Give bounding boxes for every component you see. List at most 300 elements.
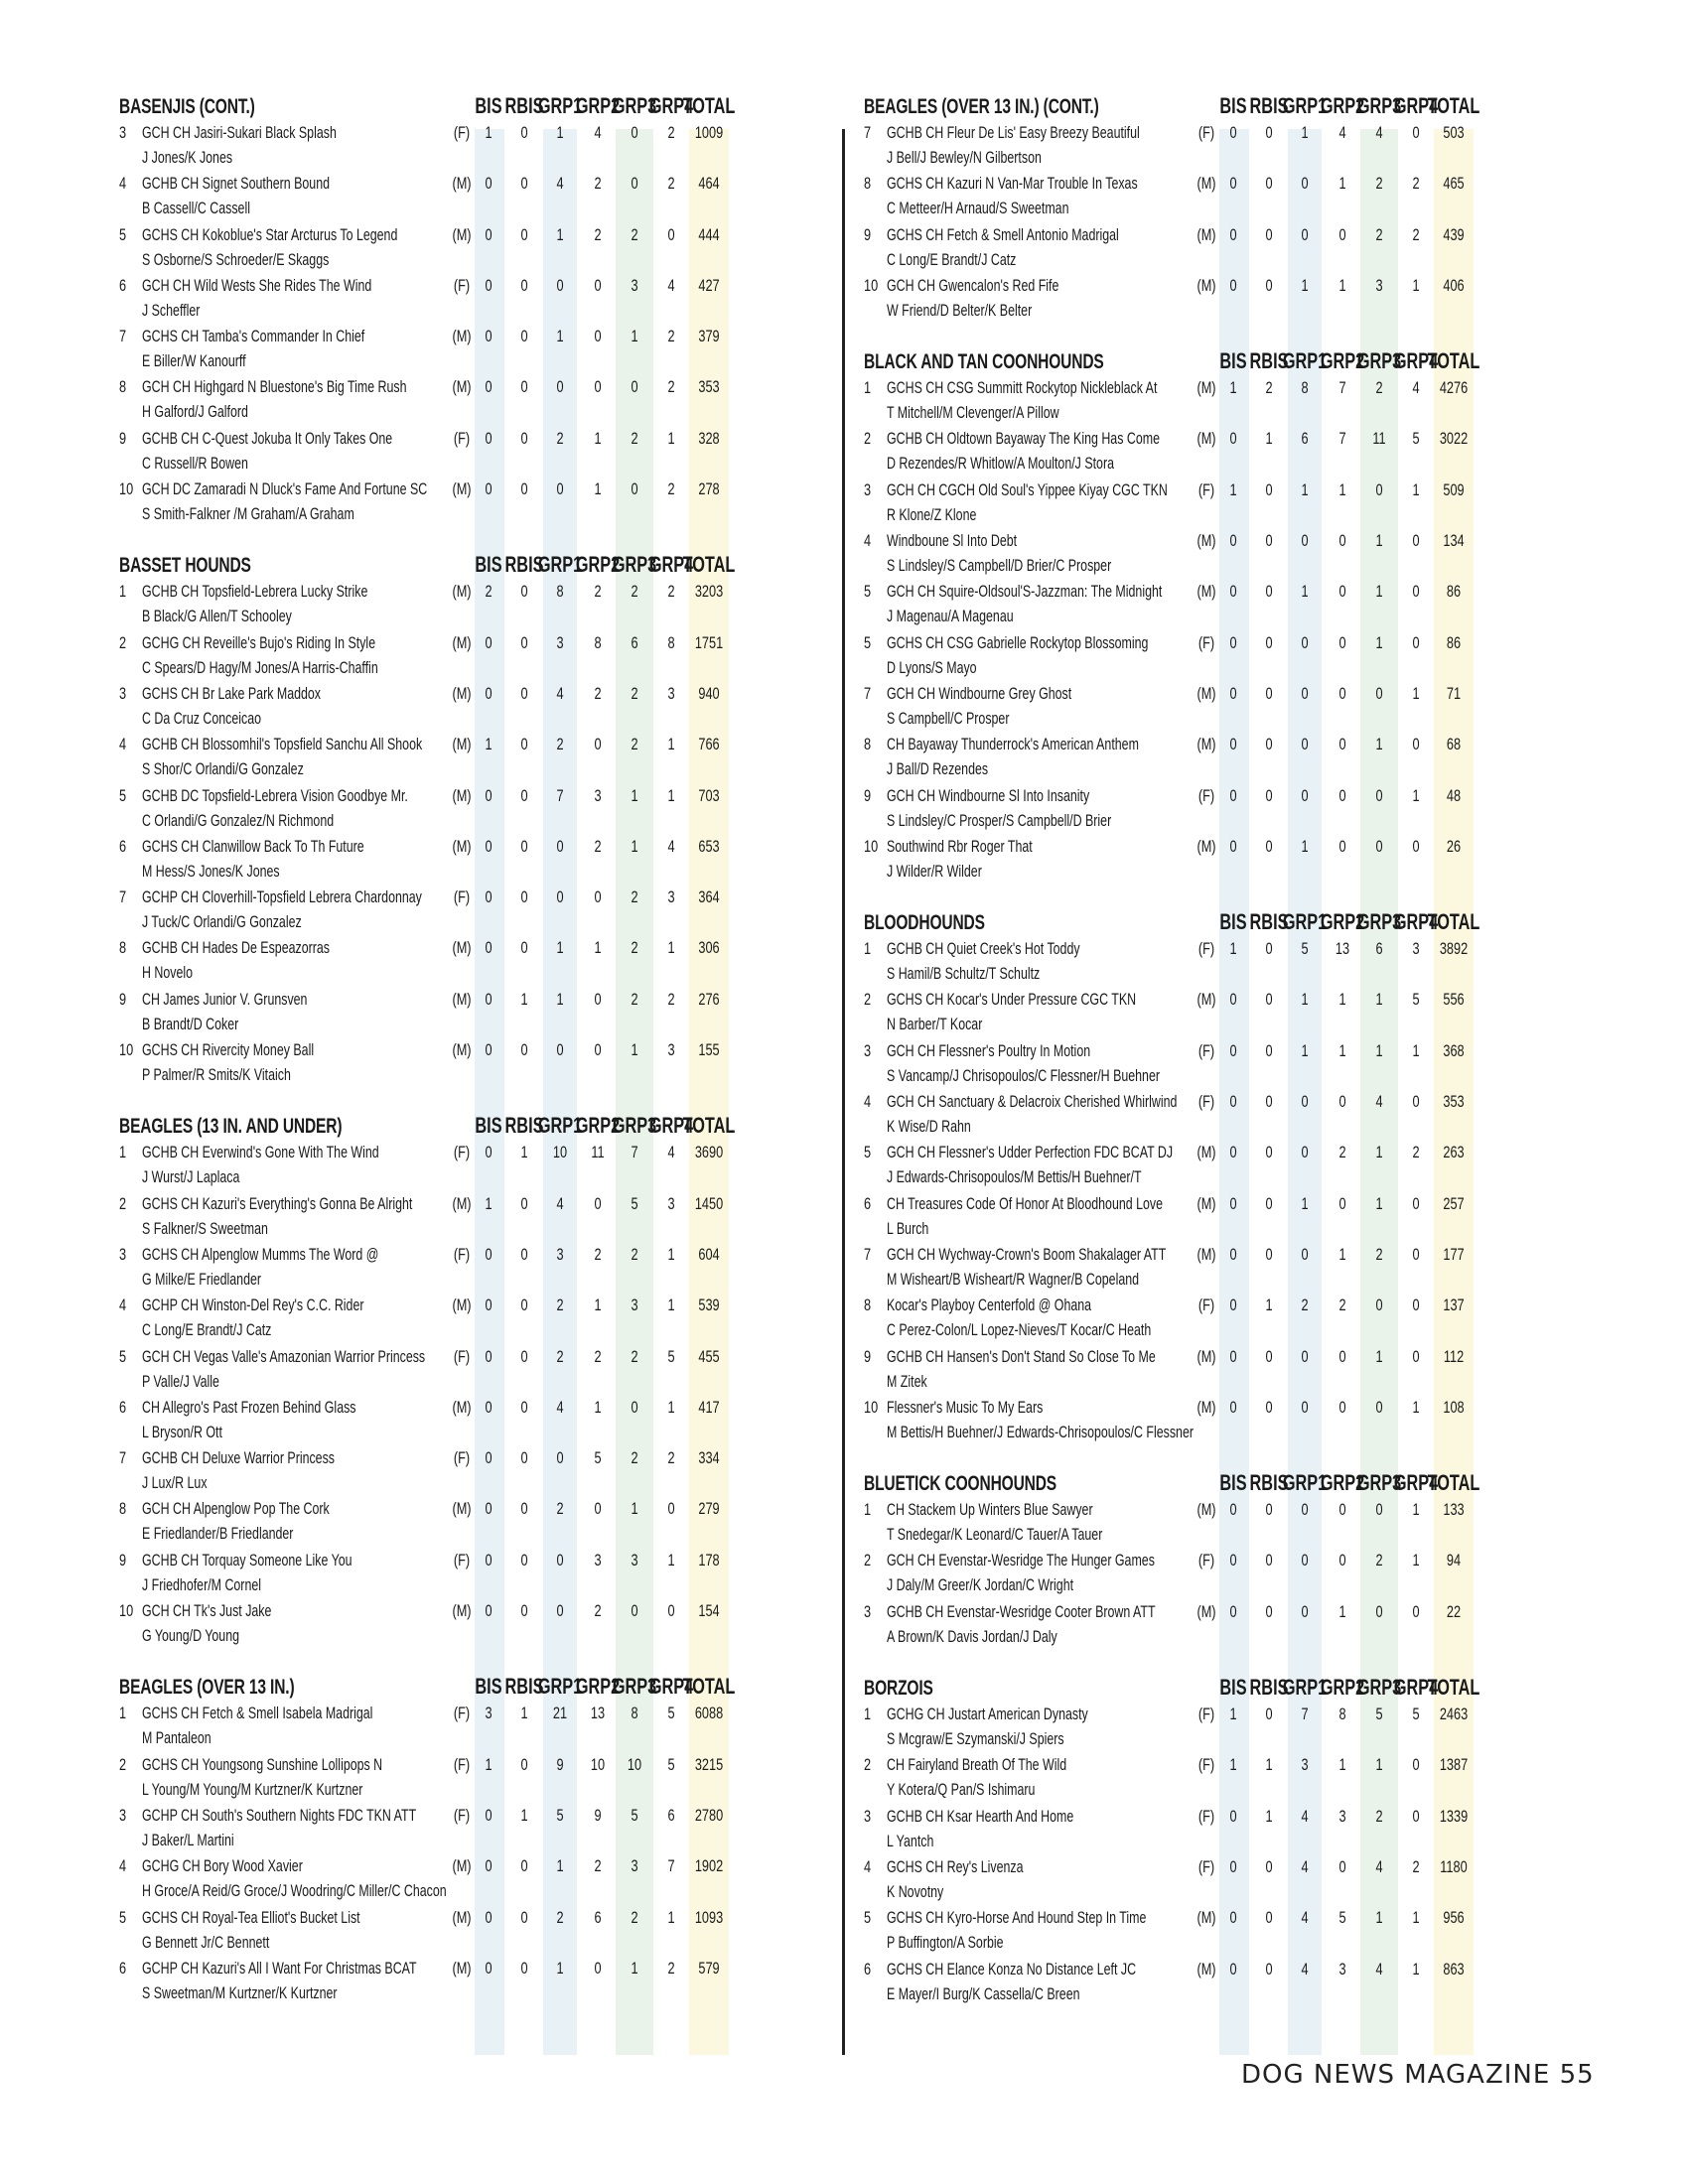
stat-grp1: 7 (556, 785, 564, 805)
stat-bis: 0 (1229, 1346, 1237, 1366)
sex: (M) (1196, 990, 1216, 1010)
stat-total: 1093 (694, 1907, 724, 1927)
sex: (F) (1197, 1296, 1215, 1315)
sex: (M) (452, 377, 472, 397)
stat-grp3: 5 (631, 1805, 638, 1825)
stat-total: 464 (698, 174, 720, 194)
stat-grp2: 7 (1338, 429, 1346, 449)
dog-name: GCH DC Zamaradi N Dluck's Fame And Fortune SC (142, 479, 428, 499)
stat-rbis: 0 (520, 224, 528, 244)
dog-name: GCHG CH Bory Wood Xavier (142, 1856, 303, 1876)
handlers: E Biller/W Kanourff (142, 351, 246, 371)
sex: (F) (1197, 123, 1215, 142)
column-header-grp1: GRP1 (537, 93, 583, 118)
dog-name: Southwind Rbr Roger That (887, 836, 1033, 856)
rank-number: 3 (119, 683, 127, 703)
stat-grp3: 7 (631, 1143, 638, 1162)
stat-rbis: 0 (1265, 683, 1273, 703)
stat-grp4: 0 (667, 224, 675, 244)
handlers: W Friend/D Belter/K Belter (887, 300, 1033, 320)
stat-grp4: 2 (1412, 1143, 1420, 1162)
stat-grp4: 2 (667, 1958, 675, 1978)
stat-rbis: 0 (520, 582, 528, 602)
column-header-grp1: GRP1 (1282, 348, 1328, 374)
dog-name: GCH CH Flessner's Udder Perfection FDC BCAT DJ (887, 1143, 1174, 1162)
breed-title: BASSET HOUNDS (119, 554, 251, 578)
column-header-rbis: RBIS (504, 1113, 544, 1139)
stat-grp1: 4 (1301, 1908, 1309, 1928)
stat-rbis: 1 (1265, 429, 1273, 449)
section-header (864, 1671, 1559, 1703)
sex: (F) (1197, 1040, 1215, 1060)
stat-grp1: 21 (552, 1704, 568, 1723)
column-header-rbis: RBIS (504, 552, 544, 578)
column-header-bis: BIS (475, 1674, 502, 1700)
stat-grp2: 0 (594, 1958, 602, 1978)
rank-number: 6 (119, 275, 127, 295)
sex: (M) (1196, 1397, 1216, 1417)
stat-grp3: 1 (631, 836, 638, 856)
ranking-entry (864, 1396, 1559, 1446)
sex: (M) (1196, 531, 1216, 551)
stat-bis: 0 (485, 479, 492, 499)
stat-grp2: 6 (594, 1907, 602, 1927)
stat-bis: 0 (485, 1907, 492, 1927)
stat-grp1: 1 (1301, 836, 1309, 856)
stat-bis: 1 (1229, 479, 1237, 499)
stat-total: 444 (698, 224, 720, 244)
stat-bis: 0 (1229, 1296, 1237, 1315)
column-header-grp2: GRP2 (1320, 1675, 1365, 1701)
stat-bis: 1 (485, 735, 492, 754)
stat-rbis: 2 (1265, 378, 1273, 398)
sex: (M) (452, 735, 472, 754)
stat-rbis: 0 (1265, 531, 1273, 551)
handlers: K Novotny (887, 1881, 944, 1901)
stat-grp2: 2 (594, 224, 602, 244)
ranking-entry (864, 172, 1559, 222)
stat-grp2: 2 (1338, 1296, 1346, 1315)
sex: (F) (1197, 1705, 1215, 1724)
rank-number: 3 (864, 1806, 872, 1826)
stat-grp2: 0 (1338, 735, 1346, 754)
stat-total: 48 (1446, 785, 1462, 805)
stat-grp3: 2 (1375, 1551, 1383, 1570)
stat-grp2: 10 (590, 1754, 606, 1774)
ranking-entry (864, 1192, 1559, 1243)
stat-grp1: 2 (556, 1499, 564, 1519)
stat-grp3: 2 (1375, 378, 1383, 398)
stat-rbis: 0 (1265, 1601, 1273, 1621)
column-header-total: TOTAL (682, 552, 736, 578)
handlers: J Daly/M Greer/K Jordan/C Wright (887, 1575, 1074, 1595)
stat-grp3: 6 (631, 632, 638, 652)
sex: (M) (1196, 275, 1216, 295)
column-header-rbis: RBIS (504, 93, 544, 118)
stat-rbis: 0 (1265, 1346, 1273, 1366)
stat-grp1: 0 (556, 275, 564, 295)
stat-grp3: 0 (1375, 836, 1383, 856)
stat-grp3: 2 (1375, 1244, 1383, 1264)
column-header-grp3: GRP3 (612, 1674, 657, 1700)
stat-total: 334 (698, 1448, 720, 1468)
stat-grp1: 0 (556, 887, 564, 907)
column-header-bis: BIS (475, 93, 502, 118)
breed-title: BASENJIS (CONT.) (119, 95, 255, 118)
dog-name: GCHB CH Torquay Someone Like You (142, 1550, 352, 1570)
stat-grp4: 1 (1412, 479, 1420, 499)
stat-total: 417 (698, 1397, 720, 1417)
sex: (F) (453, 1550, 471, 1570)
column-header-total: TOTAL (1427, 348, 1480, 374)
rank-number: 2 (864, 990, 872, 1010)
dog-name: GCH CH Jasiri-Sukari Black Splash (142, 123, 337, 142)
column-header-grp2: GRP2 (1320, 348, 1365, 374)
stat-bis: 0 (1229, 1397, 1237, 1417)
stat-total: 137 (1443, 1296, 1465, 1315)
dog-name: GCHS CH Rivercity Money Ball (142, 1040, 315, 1060)
handlers: T Snedegar/K Leonard/C Tauer/A Tauer (887, 1525, 1103, 1545)
handlers: S Hamil/B Schultz/T Schultz (887, 964, 1041, 984)
breed-title: BEAGLES (OVER 13 IN.) (119, 1676, 295, 1700)
stat-total: 154 (698, 1601, 720, 1621)
column-header-rbis: RBIS (1249, 1470, 1289, 1496)
column-header-grp4: GRP4 (648, 93, 694, 118)
ranking-entry (864, 1855, 1559, 1906)
stat-grp1: 4 (556, 1193, 564, 1213)
stat-rbis: 0 (1265, 174, 1273, 194)
ranking-entry (119, 1396, 814, 1446)
dog-name: CH Allegro's Past Frozen Behind Glass (142, 1397, 356, 1417)
dog-name: GCHS CH Tamba's Commander In Chief (142, 327, 365, 346)
stat-grp3: 2 (631, 1244, 638, 1264)
sex: (M) (1196, 174, 1216, 194)
stat-grp1: 1 (1301, 582, 1309, 602)
stat-grp2: 0 (1338, 683, 1346, 703)
handlers: J Lux/R Lux (142, 1473, 208, 1493)
stat-grp3: 1 (1375, 632, 1383, 652)
ranking-entry (119, 580, 814, 630)
stat-bis: 0 (1229, 632, 1237, 652)
stat-bis: 0 (1229, 1500, 1237, 1520)
stat-rbis: 0 (520, 938, 528, 958)
handlers: L Bryson/R Ott (142, 1422, 222, 1441)
stat-bis: 0 (1229, 1806, 1237, 1826)
stat-grp2: 0 (594, 1040, 602, 1060)
breed-title: BLUETICK COONHOUNDS (864, 1472, 1057, 1496)
dog-name: GCH CH CGCH Old Soul's Yippee Kiyay CGC TKN (887, 479, 1168, 499)
stat-total: 306 (698, 938, 720, 958)
sex: (F) (1197, 1092, 1215, 1112)
stat-rbis: 0 (1265, 1500, 1273, 1520)
stat-total: 22 (1446, 1601, 1462, 1621)
stat-grp4: 2 (667, 582, 675, 602)
stat-total: 1902 (694, 1856, 724, 1876)
stat-grp1: 8 (1301, 378, 1309, 398)
stat-rbis: 0 (520, 275, 528, 295)
stat-grp4: 1 (1412, 1040, 1420, 1060)
handlers: P Buffington/A Sorbie (887, 1933, 1004, 1953)
stat-grp3: 1 (631, 785, 638, 805)
handlers: M Zitek (887, 1371, 927, 1391)
handlers: D Rezendes/R Whitlow/A Moulton/J Stora (887, 454, 1114, 474)
ranking-entry (864, 1243, 1559, 1294)
stat-grp3: 1 (1375, 1040, 1383, 1060)
stat-grp1: 0 (1301, 683, 1309, 703)
stat-grp4: 4 (667, 1143, 675, 1162)
stat-bis: 0 (485, 836, 492, 856)
stat-rbis: 0 (1265, 479, 1273, 499)
rank-number: 10 (119, 1601, 134, 1621)
column-header-total: TOTAL (1427, 1675, 1480, 1701)
sex: (F) (1197, 632, 1215, 652)
ranking-entry (864, 1039, 1559, 1090)
stat-bis: 0 (485, 1448, 492, 1468)
stat-grp2: 9 (594, 1805, 602, 1825)
stat-grp1: 3 (556, 632, 564, 652)
stat-rbis: 0 (1265, 990, 1273, 1010)
stat-rbis: 0 (520, 377, 528, 397)
handlers: Y Kotera/Q Pan/S Ishimaru (887, 1780, 1036, 1800)
sex: (M) (452, 989, 472, 1009)
stat-bis: 0 (1229, 1092, 1237, 1112)
stat-grp3: 0 (1375, 1397, 1383, 1417)
handlers: H Groce/A Reid/G Groce/J Woodring/C Miller/C Chacon (142, 1881, 447, 1901)
breed-title: BLOODHOUNDS (864, 911, 985, 935)
breed-section (864, 905, 1559, 1446)
stat-bis: 0 (485, 785, 492, 805)
stat-total: 2780 (694, 1805, 724, 1825)
sex: (F) (453, 1754, 471, 1774)
stat-grp3: 0 (1375, 1601, 1383, 1621)
column-header-bis: BIS (475, 1113, 502, 1139)
rank-number: 10 (864, 1397, 879, 1417)
sex: (M) (1196, 1959, 1216, 1979)
section-header (864, 344, 1559, 376)
handlers: H Galford/J Galford (142, 402, 248, 422)
sex: (F) (453, 275, 471, 295)
handlers: C Da Cruz Conceicao (142, 708, 262, 728)
stat-grp2: 7 (1338, 378, 1346, 398)
stat-grp3: 2 (631, 224, 638, 244)
stat-grp4: 0 (1412, 1806, 1420, 1826)
rank-number: 2 (119, 1193, 127, 1213)
ranking-entry (864, 1294, 1559, 1344)
stat-grp2: 1 (1338, 1244, 1346, 1264)
stat-rbis: 0 (1265, 1397, 1273, 1417)
rank-number: 2 (119, 1754, 127, 1774)
rank-number: 4 (119, 735, 127, 754)
dog-name: GCHB CH Deluxe Warrior Princess (142, 1448, 335, 1468)
stat-grp4: 1 (667, 735, 675, 754)
sex: (M) (452, 683, 472, 703)
stat-grp1: 4 (556, 683, 564, 703)
ranking-entry (119, 886, 814, 936)
stat-grp4: 8 (667, 632, 675, 652)
stat-bis: 0 (485, 1601, 492, 1621)
column-header-grp1: GRP1 (1282, 93, 1328, 118)
rank-number: 2 (864, 1755, 872, 1775)
rank-number: 10 (119, 1040, 134, 1060)
dog-name: GCH CH Highgard N Bluestone's Big Time Rush (142, 377, 407, 397)
column-header-grp3: GRP3 (612, 552, 657, 578)
handlers: S Mcgraw/E Szymanski/J Spiers (887, 1729, 1064, 1749)
stat-grp3: 3 (631, 275, 638, 295)
stat-grp2: 0 (1338, 1397, 1346, 1417)
stat-rbis: 0 (520, 632, 528, 652)
stat-grp2: 2 (594, 1346, 602, 1366)
stat-grp4: 1 (1412, 785, 1420, 805)
stat-grp3: 1 (1375, 735, 1383, 754)
stat-rbis: 1 (520, 1704, 528, 1723)
stat-bis: 0 (1229, 582, 1237, 602)
stat-grp4: 2 (667, 123, 675, 142)
stat-bis: 0 (485, 275, 492, 295)
stat-grp1: 1 (1301, 275, 1309, 295)
stat-grp1: 0 (1301, 1500, 1309, 1520)
stat-grp2: 2 (1338, 1143, 1346, 1162)
stat-grp1: 0 (1301, 632, 1309, 652)
dog-name: GCHB CH Oldtown Bayaway The King Has Come (887, 429, 1160, 449)
breed-title: BEAGLES (13 IN. AND UNDER) (119, 1115, 343, 1139)
column-header-grp1: GRP1 (537, 1113, 583, 1139)
stat-grp2: 0 (1338, 632, 1346, 652)
handlers: M Wisheart/B Wisheart/R Wagner/B Copeland (887, 1269, 1140, 1289)
stat-grp4: 3 (1412, 939, 1420, 959)
stat-rbis: 0 (1265, 1143, 1273, 1162)
stat-total: 94 (1446, 1551, 1462, 1570)
stat-grp3: 0 (1375, 683, 1383, 703)
stat-rbis: 0 (520, 1907, 528, 1927)
rank-number: 5 (119, 1346, 127, 1366)
column-header-grp1: GRP1 (1282, 1470, 1328, 1496)
stat-rbis: 1 (1265, 1296, 1273, 1315)
stat-grp4: 2 (667, 377, 675, 397)
stat-bis: 1 (485, 123, 492, 142)
stat-grp4: 1 (1412, 1397, 1420, 1417)
sex: (F) (453, 428, 471, 448)
stat-grp4: 1 (1412, 1908, 1420, 1928)
stat-grp3: 0 (1375, 1500, 1383, 1520)
stat-rbis: 0 (520, 479, 528, 499)
stat-total: 279 (698, 1499, 720, 1519)
sex: (M) (452, 1907, 472, 1927)
stat-total: 68 (1446, 735, 1462, 754)
column-header-grp3: GRP3 (1356, 1470, 1402, 1496)
handlers: H Novelo (142, 963, 194, 983)
stat-grp3: 3 (631, 1550, 638, 1570)
stat-grp3: 2 (631, 1448, 638, 1468)
section-header (864, 1466, 1559, 1498)
ranking-entry (119, 1038, 814, 1089)
handlers: G Bennett Jr/C Bennett (142, 1932, 270, 1952)
rank-number: 9 (864, 785, 872, 805)
sex: (F) (1197, 939, 1215, 959)
sex: (F) (1197, 1551, 1215, 1570)
handlers: L Burch (887, 1218, 929, 1238)
stat-grp4: 0 (1412, 1092, 1420, 1112)
handlers: L Yantch (887, 1831, 934, 1850)
stat-grp2: 11 (591, 1143, 605, 1162)
stat-rbis: 0 (1265, 1244, 1273, 1264)
sex: (M) (452, 632, 472, 652)
stat-grp1: 1 (556, 989, 564, 1009)
ranking-entry (864, 274, 1559, 325)
stat-rbis: 0 (520, 836, 528, 856)
stat-bis: 0 (1229, 1193, 1237, 1213)
stat-bis: 1 (1229, 939, 1237, 959)
stat-grp4: 2 (1412, 1856, 1420, 1876)
stat-rbis: 0 (1265, 836, 1273, 856)
stat-grp1: 0 (1301, 1601, 1309, 1621)
stat-grp1: 1 (1301, 1040, 1309, 1060)
stat-grp4: 0 (1412, 735, 1420, 754)
ranking-entry (864, 1805, 1559, 1855)
stat-grp4: 1 (667, 938, 675, 958)
stat-bis: 0 (1229, 1244, 1237, 1264)
stat-grp3: 1 (1375, 582, 1383, 602)
sex: (F) (1197, 1755, 1215, 1775)
dog-name: GCHS CH Alpenglow Mumms The Word @ (142, 1244, 379, 1264)
stat-total: 3690 (694, 1143, 724, 1162)
dog-name: GCHP CH South's Southern Nights FDC TKN ATT (142, 1805, 417, 1825)
column-header-rbis: RBIS (1249, 909, 1289, 935)
stat-total: 133 (1443, 1500, 1465, 1520)
dog-name: GCHS CH Br Lake Park Maddox (142, 683, 322, 703)
stat-grp2: 1 (1338, 479, 1346, 499)
stat-grp3: 1 (1375, 1143, 1383, 1162)
stat-grp3: 2 (1375, 224, 1383, 244)
rank-number: 9 (119, 1550, 127, 1570)
stat-grp1: 0 (1301, 1244, 1309, 1264)
stat-grp4: 7 (667, 1856, 675, 1876)
ranking-entry (119, 223, 814, 274)
handlers: S Lindsley/S Campbell/D Brier/C Prosper (887, 556, 1112, 576)
sex: (M) (452, 582, 472, 602)
sex: (F) (453, 1805, 471, 1825)
handlers: J Edwards-Chrisopoulos/M Bettis/H Buehner/T (887, 1167, 1142, 1187)
stat-grp2: 2 (594, 582, 602, 602)
stat-rbis: 0 (1265, 582, 1273, 602)
ranking-entry (864, 1600, 1559, 1651)
sex: (F) (453, 123, 471, 142)
stat-grp4: 2 (667, 479, 675, 499)
stat-rbis: 0 (520, 1448, 528, 1468)
sex: (M) (452, 174, 472, 194)
dog-name: GCHS CH Kyro-Horse And Hound Step In Time (887, 1908, 1147, 1928)
stat-total: 3892 (1439, 939, 1469, 959)
rank-number: 7 (864, 123, 872, 142)
handlers: J Friedhofer/M Cornel (142, 1574, 262, 1594)
stat-grp1: 1 (1301, 123, 1309, 142)
stat-rbis: 0 (1265, 632, 1273, 652)
stat-bis: 0 (1229, 1959, 1237, 1979)
stat-grp2: 0 (1338, 1092, 1346, 1112)
stat-grp1: 0 (556, 479, 564, 499)
stat-grp1: 0 (556, 1040, 564, 1060)
rank-number: 6 (864, 1959, 872, 1979)
breed-section (864, 1671, 1559, 2008)
sex: (F) (453, 887, 471, 907)
stat-grp3: 0 (631, 123, 638, 142)
stat-grp1: 0 (1301, 735, 1309, 754)
rank-number: 5 (864, 1908, 872, 1928)
dog-name: GCHP CH Winston-Del Rey's C.C. Rider (142, 1296, 364, 1315)
stat-grp1: 0 (1301, 785, 1309, 805)
dog-name: GCH CH Vegas Valle's Amazonian Warrior Princess (142, 1346, 426, 1366)
stat-grp1: 1 (556, 1958, 564, 1978)
rank-number: 3 (119, 123, 127, 142)
